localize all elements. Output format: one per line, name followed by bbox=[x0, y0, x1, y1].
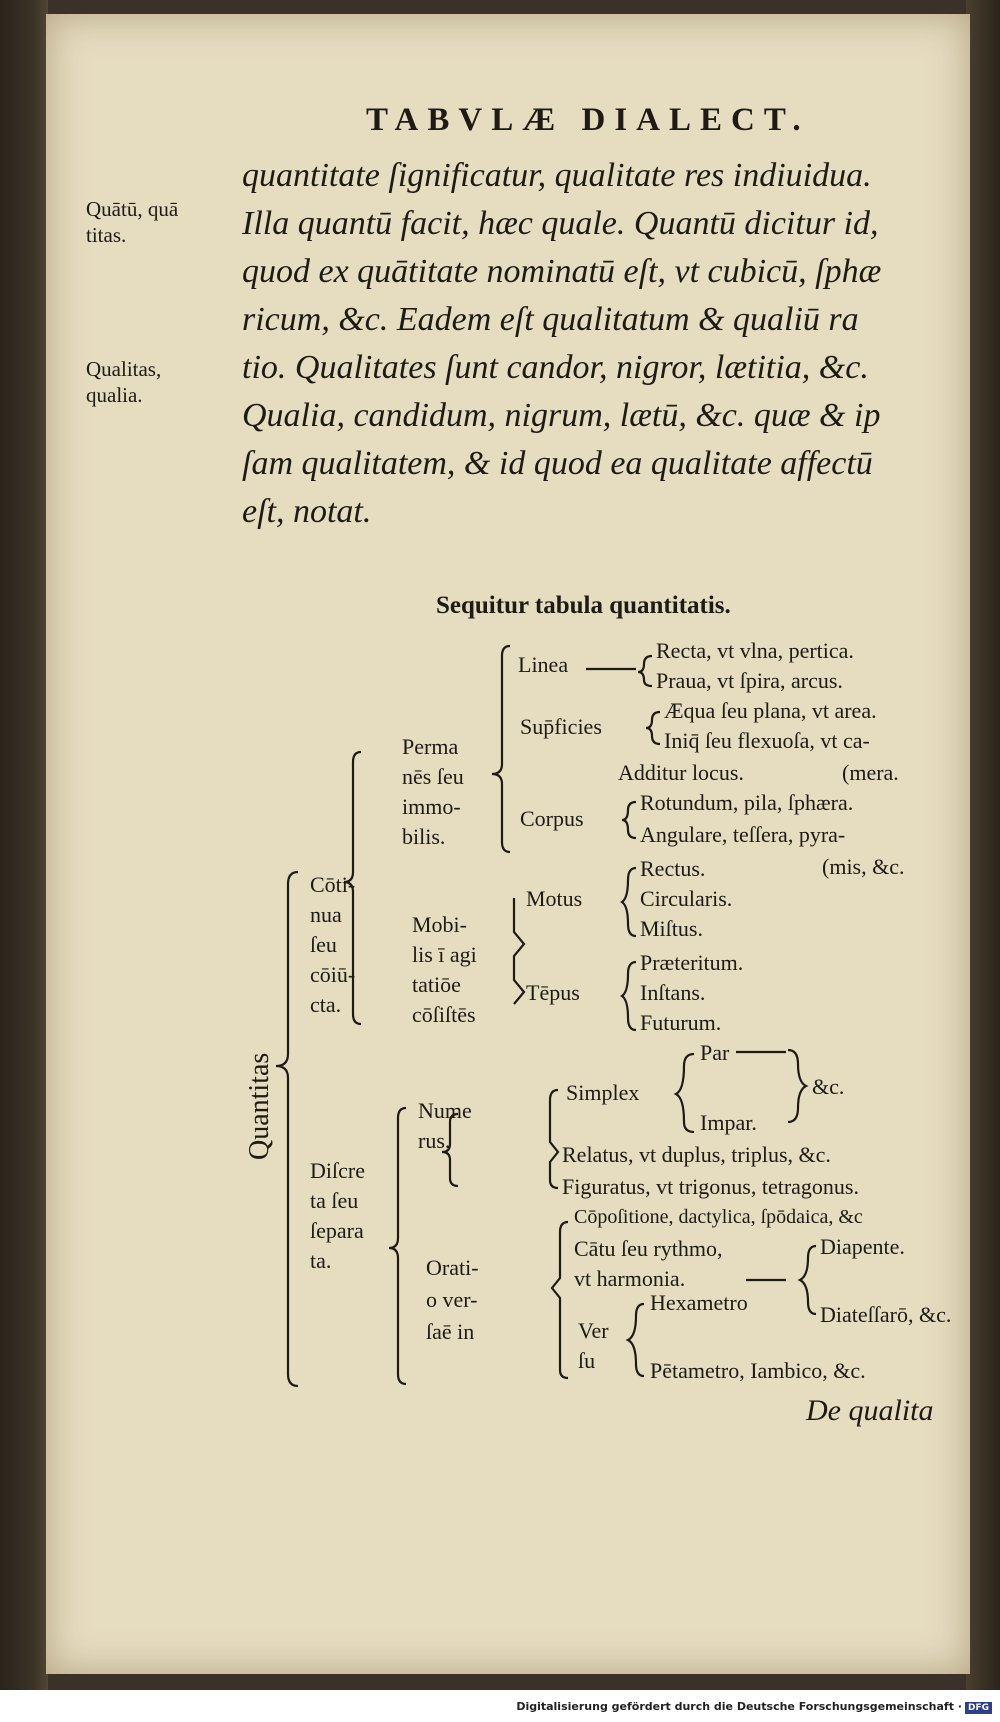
cantu-item: Cātu ſeu rythmo, bbox=[574, 1236, 723, 1261]
label-line: ta ſeu bbox=[310, 1188, 359, 1213]
tempus-item: Futurum. bbox=[640, 1010, 722, 1035]
simplex-item: Impar. bbox=[700, 1110, 757, 1135]
label-line: ſeu bbox=[310, 932, 337, 957]
body-line: quantitate ſignificatur, qualitate res indiuidua. bbox=[242, 157, 872, 194]
label-line: ta. bbox=[310, 1248, 332, 1273]
margin-note-line: titas. bbox=[86, 223, 127, 247]
dfg-logo: DFG bbox=[965, 1702, 992, 1714]
versu-item: Hexametro bbox=[650, 1290, 748, 1315]
mobilis-label bbox=[412, 910, 477, 1030]
relatus-item: Relatus, vt duplus, triplus, &c. bbox=[562, 1142, 831, 1167]
book-page bbox=[46, 14, 970, 1674]
label-line: nēs ſeu bbox=[402, 764, 464, 789]
label-line: cōſiſtēs bbox=[412, 1002, 476, 1027]
motus-item: Miſtus. bbox=[640, 916, 703, 941]
label-line: tatiōe bbox=[412, 972, 461, 997]
label-line: o ver- bbox=[426, 1287, 478, 1312]
credit-text: Digitalisierung gefördert durch die Deutsche Forschungsgemeinschaft · bbox=[516, 1700, 962, 1713]
label-line: Diſcre bbox=[310, 1158, 365, 1183]
mis-continuation: (mis, &c. bbox=[822, 854, 905, 879]
additur-note: Additur locus. bbox=[618, 760, 744, 785]
label-line: immo- bbox=[402, 794, 461, 819]
body-line: tio. Qualitates ſunt candor, nigror, lætitia, &c. bbox=[242, 349, 869, 386]
permanens-label bbox=[402, 732, 464, 852]
running-head: TABVLÆ DIALECT. bbox=[366, 102, 810, 138]
body-line: eſt, notat. bbox=[242, 493, 372, 530]
versu-label bbox=[578, 1316, 609, 1376]
harmonia-item: Diapente. bbox=[820, 1234, 905, 1259]
motus-item: Circularis. bbox=[640, 886, 733, 911]
motus-label: Motus bbox=[526, 886, 583, 911]
tempus-item: Præteritum. bbox=[640, 950, 744, 975]
label-line: cta. bbox=[310, 992, 342, 1017]
discreta-label bbox=[310, 1156, 365, 1276]
linea-item: Praua, vt ſpira, arcus. bbox=[656, 668, 843, 693]
figuratus-item: Figuratus, vt trigonus, tetragonus. bbox=[562, 1174, 859, 1199]
body-line: Illa quantū facit, hæc quale. Quantū dicitur id, bbox=[242, 205, 879, 242]
label-line: Cōti- bbox=[310, 872, 356, 897]
margin-note-line: Quātū, quā bbox=[86, 197, 179, 221]
label-line: ſepara bbox=[310, 1218, 364, 1243]
superficies-item: Iniq̄ ſeu flexuoſa, vt ca- bbox=[664, 728, 870, 753]
scan-right-edge bbox=[966, 0, 1000, 1722]
label-line: ſaē in bbox=[426, 1319, 475, 1344]
motus-item: Rectus. bbox=[640, 856, 706, 881]
digitization-credit bbox=[516, 1700, 992, 1714]
body-line: ricum, &c. Eadem eſt qualitatum & qualiū ra bbox=[242, 301, 859, 338]
linea-label: Linea bbox=[518, 652, 569, 677]
compositione-item: Cōpoſitione, dactylica, ſpōdaica, &c bbox=[574, 1206, 863, 1228]
table-caption: Sequitur tabula quantitatis. bbox=[436, 592, 731, 619]
continua-label bbox=[310, 870, 355, 1020]
label-line: ſu bbox=[578, 1348, 596, 1373]
label-line: Nume bbox=[418, 1098, 472, 1123]
body-line: ſam qualitatem, & id quod ea qualitate affectū bbox=[242, 445, 873, 482]
body-line: quod ex quātitate nominatū eſt, vt cubicū, ſphæ bbox=[242, 253, 882, 290]
label-line: nua bbox=[310, 902, 342, 927]
superficies-item: Æqua ſeu plana, vt area. bbox=[664, 698, 877, 723]
cantu-item: vt harmonia. bbox=[574, 1266, 686, 1291]
simplex-label: Simplex bbox=[566, 1080, 640, 1105]
body-line: Qualia, candidum, nigrum, lætū, &c. quæ & ip bbox=[242, 397, 881, 434]
label-line: cōiū- bbox=[310, 962, 356, 987]
scan-left-edge bbox=[0, 0, 48, 1722]
oratio-label bbox=[426, 1252, 479, 1348]
label-line: Ver bbox=[578, 1318, 609, 1343]
tempus-item: Inſtans. bbox=[640, 980, 706, 1005]
linea-item: Recta, vt vlna, pertica. bbox=[656, 638, 854, 663]
harmonia-item: Diateſſarō, &c. bbox=[820, 1302, 952, 1327]
tempus-label: Tēpus bbox=[526, 980, 580, 1005]
superficies-label: Sup̄ficies bbox=[520, 714, 602, 739]
catchword: De qualita bbox=[806, 1394, 934, 1427]
simplex-etc: &c. bbox=[812, 1074, 845, 1099]
numerus-label bbox=[418, 1096, 472, 1156]
root-label-quantitas: Quantitas bbox=[244, 1052, 275, 1160]
label-line: lis ī agi bbox=[412, 942, 477, 967]
margin-note-line: qualia. bbox=[86, 383, 143, 407]
corpus-label: Corpus bbox=[520, 806, 584, 831]
corpus-item: Angulare, teſſera, pyra- bbox=[640, 822, 846, 847]
mera-continuation: (mera. bbox=[842, 760, 899, 785]
margin-note-line: Qualitas, bbox=[86, 357, 162, 381]
corpus-item: Rotundum, pila, ſphæra. bbox=[640, 790, 854, 815]
label-line: bilis. bbox=[402, 824, 446, 849]
label-line: Mobi- bbox=[412, 912, 467, 937]
label-line: rus. bbox=[418, 1128, 451, 1153]
label-line: Orati- bbox=[426, 1255, 479, 1280]
simplex-item: Par bbox=[700, 1040, 730, 1065]
label-line: Perma bbox=[402, 734, 459, 759]
versu-item: Pētametro, Iambico, &c. bbox=[650, 1358, 866, 1383]
